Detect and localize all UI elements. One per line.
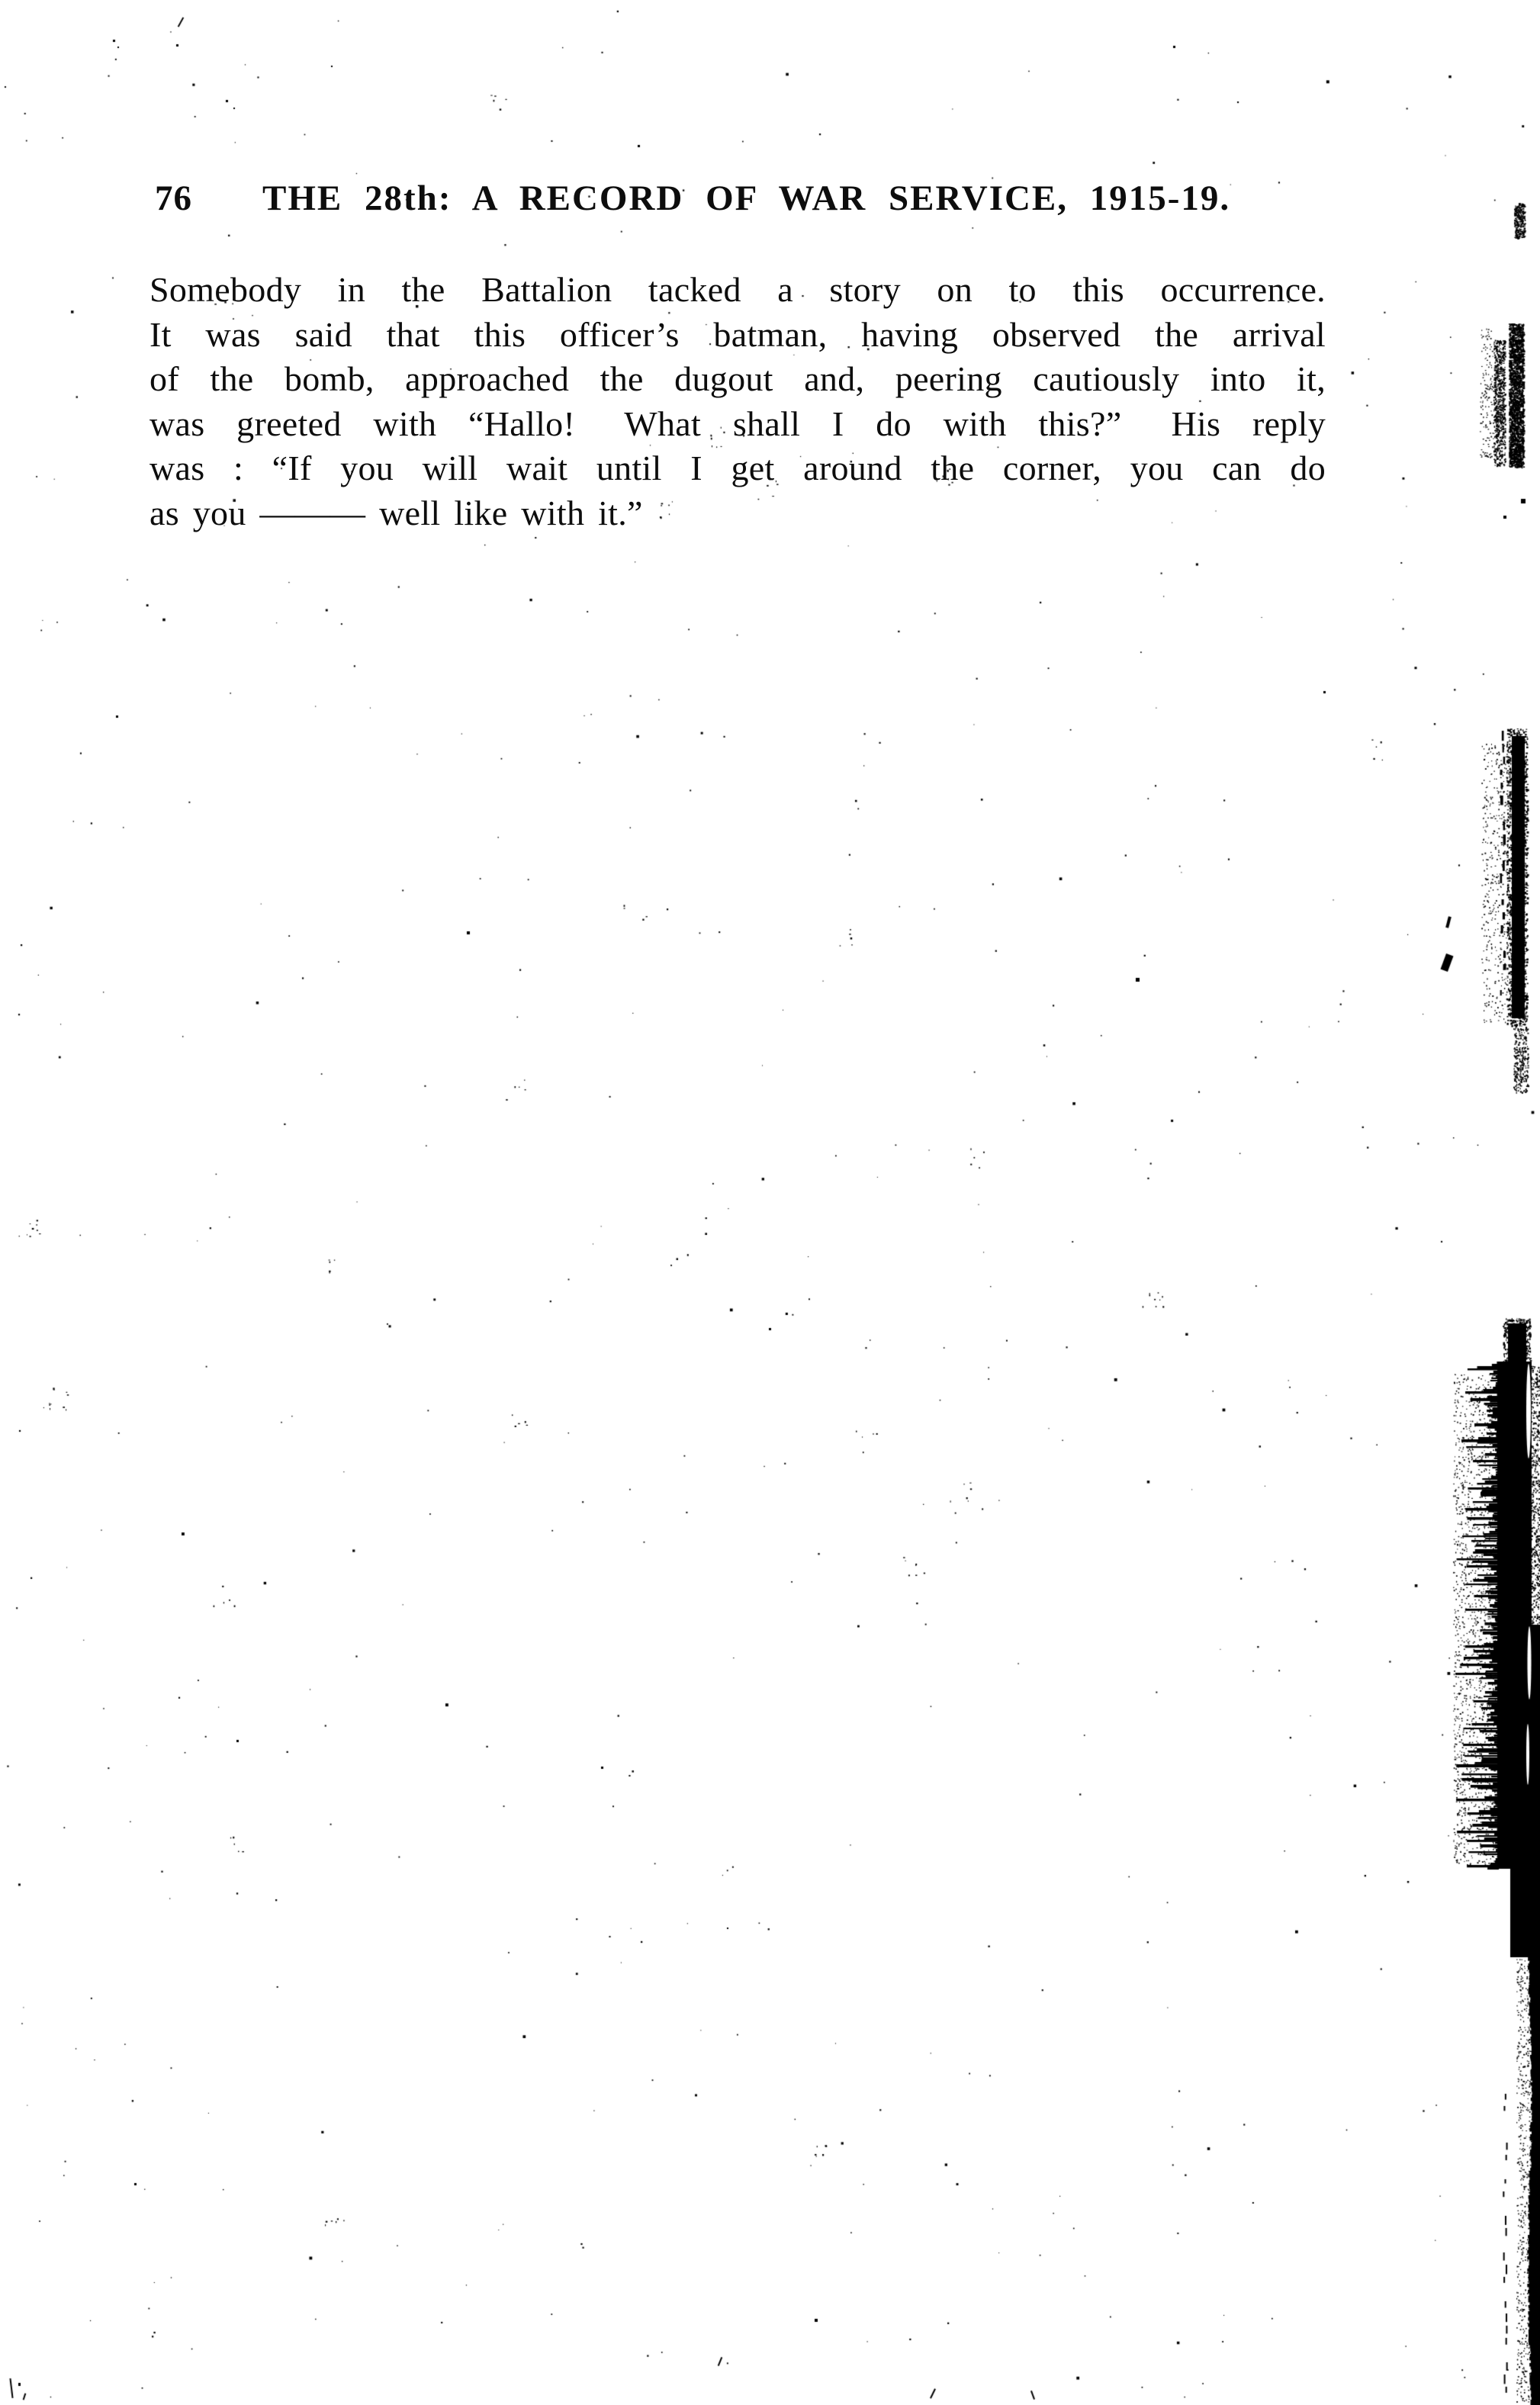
paragraph-line: of the bomb, approached the dugout and, peering cautiously into it,: [149, 359, 1326, 398]
paragraph-line: as you ——— well like with it.”: [149, 493, 643, 532]
page-number: 76: [155, 178, 192, 218]
paragraph-line: Somebody in the Battalion tacked a story on to this occurrence.: [149, 270, 1326, 309]
running-title: THE 28th: A RECORD OF WAR SERVICE, 1915-19.: [262, 178, 1231, 218]
paragraph-line: It was said that this officer’s batman, having observed the arrival: [149, 314, 1326, 354]
paragraph-line: was greeted with “Hallo! What shall I do with this?” His reply: [149, 404, 1326, 443]
body-paragraph: [149, 268, 1326, 535]
paragraph-line: was : “If you will wait until I get around the corner, you can do: [149, 449, 1326, 487]
page-header: [0, 178, 1540, 223]
